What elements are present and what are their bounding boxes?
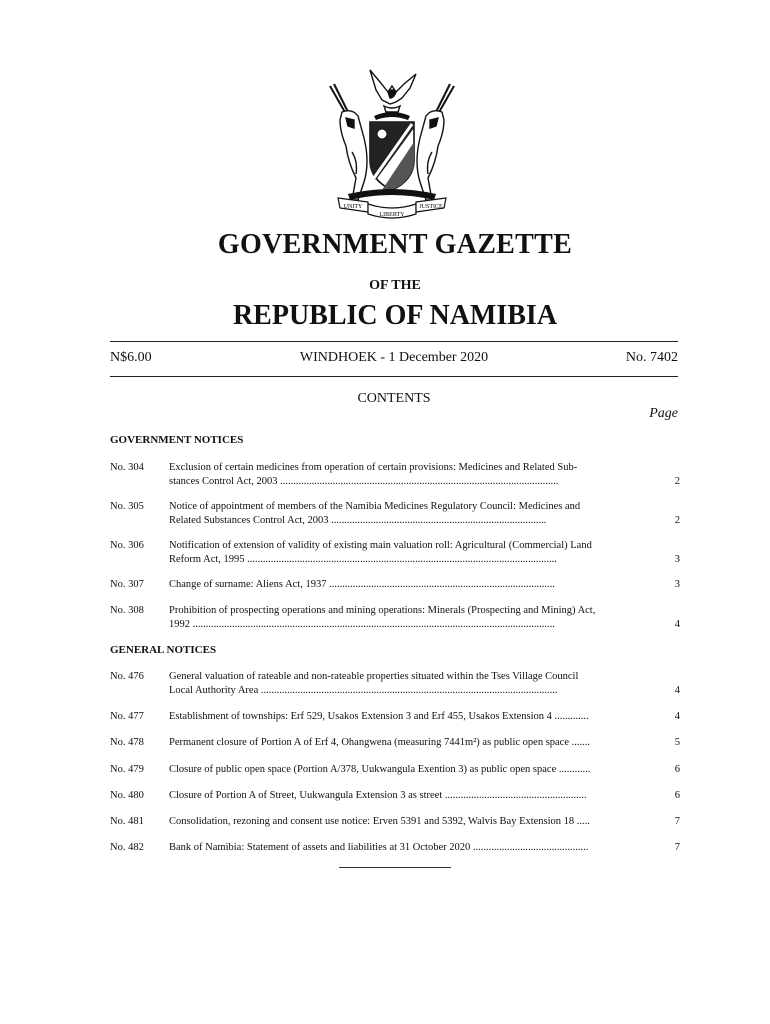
notice-page: 6 [674,764,680,775]
oryx-right-icon [417,84,454,200]
notice-page: 4 [674,619,680,630]
motto-right-text: JUSTICE [419,204,443,210]
notice-page: 2 [674,515,680,526]
section-general-notices: GENERAL NOTICES [110,644,217,656]
page-column-heading: Page [649,406,678,421]
coat-of-arms-emblem [318,62,466,222]
notice-number: No. 479 [110,764,144,775]
notice-description: Permanent closure of Portion A of Erf 4, Ohangwena (measuring 7441m²) as public open space ....... [169,737,591,748]
republic-title: REPUBLIC OF NAMIBIA [232,300,558,331]
notice-description: Closure of public open space (Portion A/378, Uukwangula Exention 3) as public open space ............ [169,764,591,775]
contents-heading: CONTENTS [357,391,431,406]
notice-description: Bank of Namibia: Statement of assets and liabilities at 31 October 2020 ............................................ [169,842,589,853]
issue-number: No. 7402 [625,350,678,365]
notice-number: No. 308 [110,605,144,616]
notice-number: No. 476 [110,671,144,682]
divider-top [110,341,678,342]
end-divider [339,867,451,868]
headband-icon [374,112,410,120]
oryx-left-icon [330,84,367,200]
notice-description: Closure of Portion A of Street, Uukwangula Extension 3 as street ...................................................... [169,790,587,801]
notice-description: Prohibition of prospecting operations and mining operations: Minerals (Prospecting and Mining) Act, 1992 .......................................................................................................................................... [169,605,596,630]
notice-page: 3 [674,554,680,565]
of-the-label: OF THE [369,278,421,293]
notice-page: 5 [674,737,680,748]
price-label: N$6.00 [110,350,152,365]
notice-page: 4 [674,711,680,722]
place-date-label: WINDHOEK - 1 December 2020 [299,350,489,365]
motto-left-text: UNITY [343,204,363,210]
section-government-notices: GOVERNMENT NOTICES [110,434,244,446]
notice-description: Notification of extension of validity of existing main valuation roll: Agricultural (Commercial) Land Reform Act, 1995 ...................................................................................................................... [169,540,592,565]
notice-page: 7 [674,842,680,853]
notice-number: No. 482 [110,842,144,853]
notice-description: Establishment of townships: Erf 529, Usakos Extension 3 and Erf 455, Usakos Extension 4 ............. [169,711,589,722]
motto-center-text: LIBERTY [379,212,405,218]
notice-number: No. 480 [110,790,144,801]
divider-bottom [110,376,678,377]
notice-number: No. 305 [110,501,144,512]
notice-description: Exclusion of certain medicines from operation of certain provisions: Medicines and Related Sub- stances Control Act, 2003 .......................................................................................................... [169,462,578,487]
notice-description: Consolidation, rezoning and consent use notice: Erven 5391 and 5392, Walvis Bay Extension 18 ..... [169,816,590,827]
notice-number: No. 477 [110,711,144,722]
notice-page: 2 [674,476,680,487]
notice-description: General valuation of rateable and non-rateable properties situated within the Tses Village Council Local Authority Area ................................................................................................................. [169,671,579,696]
gazette-title: GOVERNMENT GAZETTE [217,229,573,260]
notice-number: No. 481 [110,816,144,827]
notice-page: 3 [674,579,680,590]
notice-page: 4 [674,685,680,696]
notice-number: No. 306 [110,540,144,551]
notice-page: 7 [674,816,680,827]
shield-icon [370,122,414,190]
notice-number: No. 478 [110,737,144,748]
notice-description: Change of surname: Aliens Act, 1937 ...................................................................................... [169,579,555,590]
fish-eagle-icon [370,70,416,112]
notice-number: No. 304 [110,462,144,473]
notice-description: Notice of appointment of members of the Namibia Medicines Regulatory Council: Medicines and Related Substances Control Act, 2003 .................................................................................. [169,501,581,526]
notice-page: 6 [674,790,680,801]
notice-number: No. 307 [110,579,144,590]
